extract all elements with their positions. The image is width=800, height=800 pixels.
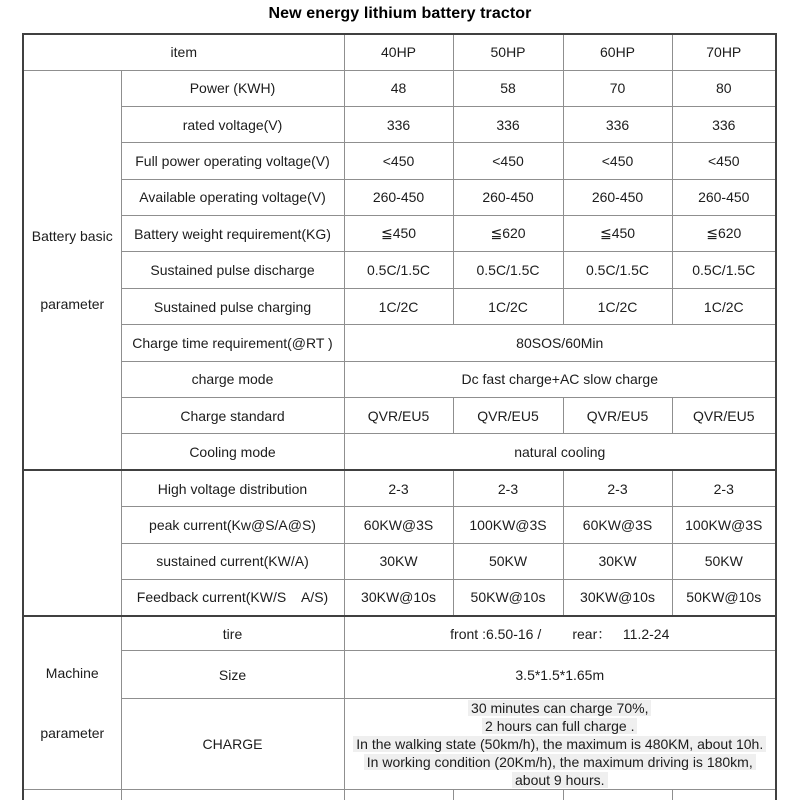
- cell-value: 260-450: [344, 179, 453, 215]
- cell-value: 2-3: [563, 470, 672, 506]
- column-header-60hp: 60HP: [563, 34, 672, 70]
- cell-value-multiline: [344, 699, 776, 790]
- cell-empty: [121, 790, 344, 800]
- column-header-70hp: 70HP: [672, 34, 776, 70]
- row-label: Full power operating voltage(V): [121, 143, 344, 179]
- cell-value: 336: [344, 106, 453, 142]
- cell-value: 336: [453, 106, 563, 142]
- cell-value: 30KW: [563, 543, 672, 579]
- section-label-battery: [23, 70, 121, 470]
- row-label: CHARGE: [121, 699, 344, 790]
- row-label: Size: [121, 651, 344, 699]
- row-label: Feedback current(KW/S A/S): [121, 579, 344, 615]
- row-label: Sustained pulse charging: [121, 288, 344, 324]
- section-label-line: parameter: [40, 295, 105, 312]
- cell-value: 336: [563, 106, 672, 142]
- cell-value: <450: [453, 143, 563, 179]
- cell-value: 1C/2C: [344, 288, 453, 324]
- cell-value: QVR/EU5: [563, 398, 672, 434]
- cell-empty: [23, 790, 121, 800]
- cell-value: QVR/EU5: [344, 398, 453, 434]
- cell-value: <450: [672, 143, 776, 179]
- cell-value: ≦620: [453, 216, 563, 252]
- cell-value: 60KW@3S: [344, 507, 453, 543]
- cell-value: 260-450: [563, 179, 672, 215]
- charge-line: [347, 771, 774, 789]
- cell-value: 30KW@10s: [563, 579, 672, 615]
- cell-value: 2-3: [453, 470, 563, 506]
- table-row: [23, 325, 776, 361]
- table-row: [23, 507, 776, 543]
- table-row: [23, 579, 776, 615]
- cell-value: 50KW@10s: [672, 579, 776, 615]
- table-row: [23, 143, 776, 179]
- cell-value: 48: [344, 70, 453, 106]
- charge-line-text: In the walking state (50km/h), the maximum is 480KM, about 10h.: [353, 736, 766, 752]
- page-title: New energy lithium battery tractor: [268, 5, 532, 22]
- cell-value: 260-450: [453, 179, 563, 215]
- cell-value-span: 3.5*1.5*1.65m: [344, 651, 776, 699]
- charge-line: [347, 717, 774, 735]
- column-header-item: item: [23, 34, 344, 70]
- cell-empty: [563, 790, 672, 800]
- section-label-machine: [23, 616, 121, 790]
- cell-value: 2-3: [672, 470, 776, 506]
- cell-value: 1C/2C: [672, 288, 776, 324]
- row-label: Power (KWH): [121, 70, 344, 106]
- table-row: [23, 216, 776, 252]
- cell-value: 260-450: [672, 179, 776, 215]
- row-label: sustained current(KW/A): [121, 543, 344, 579]
- row-label: Available operating voltage(V): [121, 179, 344, 215]
- charge-line-text: 30 minutes can charge 70%,: [468, 700, 651, 716]
- cell-value: QVR/EU5: [672, 398, 776, 434]
- table-row: [23, 398, 776, 434]
- cell-empty: [672, 790, 776, 800]
- table-row: [23, 434, 776, 470]
- cell-value: 50KW@10s: [453, 579, 563, 615]
- charge-line: [347, 699, 774, 717]
- charge-line-text: In working condition (20Km/h), the maximum driving is 180km,: [364, 754, 756, 770]
- cell-value-span: 80SOS/60Min: [344, 325, 776, 361]
- row-label: charge mode: [121, 361, 344, 397]
- table-row: [23, 470, 776, 506]
- table-row: [23, 651, 776, 699]
- cell-value: 50KW: [453, 543, 563, 579]
- header-row: [23, 34, 776, 70]
- row-label: Charge standard: [121, 398, 344, 434]
- table-row: [23, 179, 776, 215]
- row-label: Sustained pulse discharge: [121, 252, 344, 288]
- cell-empty: [344, 790, 453, 800]
- table-row: [23, 70, 776, 106]
- cell-empty: [453, 790, 563, 800]
- cell-value: 80: [672, 70, 776, 106]
- cell-value: 1C/2C: [453, 288, 563, 324]
- cell-value: 100KW@3S: [672, 507, 776, 543]
- cell-value: 0.5C/1.5C: [453, 252, 563, 288]
- cell-value: 50KW: [672, 543, 776, 579]
- cell-value: 0.5C/1.5C: [563, 252, 672, 288]
- cell-value: 30KW: [344, 543, 453, 579]
- cell-value-span: natural cooling: [344, 434, 776, 470]
- cell-value: 100KW@3S: [453, 507, 563, 543]
- charge-line: [347, 735, 774, 753]
- cell-value: 1C/2C: [563, 288, 672, 324]
- cell-value-span: front :6.50-16 / rear： 11.2-24: [344, 616, 776, 651]
- cell-value-span: Dc fast charge+AC slow charge: [344, 361, 776, 397]
- table-row: [23, 543, 776, 579]
- section-label-line: Machine: [45, 665, 99, 682]
- charge-line: [347, 753, 774, 771]
- cell-value: 336: [672, 106, 776, 142]
- cell-value: 0.5C/1.5C: [672, 252, 776, 288]
- cell-value: ≦450: [563, 216, 672, 252]
- cell-value: <450: [344, 143, 453, 179]
- column-header-40hp: 40HP: [344, 34, 453, 70]
- table-row: [23, 252, 776, 288]
- row-label: tire: [121, 616, 344, 651]
- section-label-line: Battery basic: [31, 227, 113, 244]
- table-row: [23, 106, 776, 142]
- cell-value: <450: [563, 143, 672, 179]
- section-label-empty: [23, 470, 121, 616]
- cell-value: QVR/EU5: [453, 398, 563, 434]
- charge-line-text: about 9 hours.: [512, 772, 608, 788]
- cell-value: ≦450: [344, 216, 453, 252]
- row-label: Charge time requirement(@RT ): [121, 325, 344, 361]
- charge-line-text: 2 hours can full charge .: [482, 718, 637, 734]
- row-label: rated voltage(V): [121, 106, 344, 142]
- cell-value: 2-3: [344, 470, 453, 506]
- cell-value: ≦620: [672, 216, 776, 252]
- row-label: High voltage distribution: [121, 470, 344, 506]
- table-row: [23, 616, 776, 651]
- table-row: [23, 361, 776, 397]
- spec-table: [22, 33, 777, 800]
- cell-value: 0.5C/1.5C: [344, 252, 453, 288]
- row-label: Battery weight requirement(KG): [121, 216, 344, 252]
- cell-value: 60KW@3S: [563, 507, 672, 543]
- row-label: peak current(Kw@S/A@S): [121, 507, 344, 543]
- table-row-partial: [23, 790, 776, 800]
- row-label: Cooling mode: [121, 434, 344, 470]
- section-label-line: parameter: [40, 725, 105, 742]
- table-row: [23, 699, 776, 790]
- cell-value: 70: [563, 70, 672, 106]
- cell-value: 30KW@10s: [344, 579, 453, 615]
- table-row: [23, 288, 776, 324]
- cell-value: 58: [453, 70, 563, 106]
- column-header-50hp: 50HP: [453, 34, 563, 70]
